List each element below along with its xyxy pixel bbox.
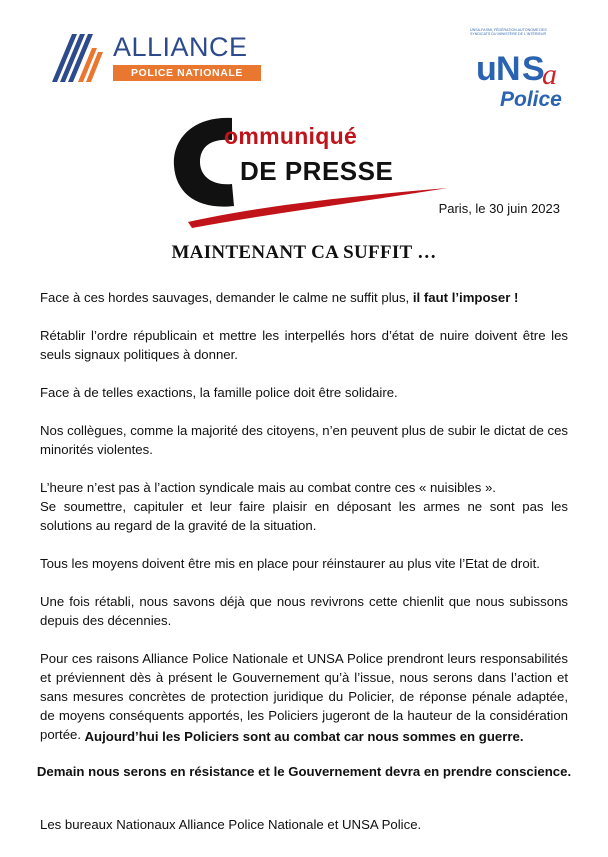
signature: Les bureaux Nationaux Alliance Police Nationale et UNSA Police.	[40, 817, 422, 832]
alliance-stripes-icon	[50, 34, 108, 82]
press-title-line2: DE PRESSE	[240, 156, 394, 186]
alliance-name: ALLIANCE	[113, 32, 248, 62]
unsa-mark-icon	[474, 40, 564, 90]
paragraph-5a: L’heure n’est pas à l’action syndicale mais au combat contre ces « nuisibles ».	[40, 480, 496, 495]
press-title-line1: ommuniqué	[224, 123, 358, 149]
paragraph-4: Nos collègues, comme la majorité des citoyens, n’en peuvent plus de subir le dictat de ces minorités violentes.	[40, 423, 568, 457]
paragraph-6: Tous les moyens doivent être mis en place pour réinstaurer au plus vite l’Etat de droit.	[40, 556, 540, 571]
headline: MAINTENANT CA SUFFIT …	[171, 242, 437, 263]
alliance-band: POLICE NATIONALE	[113, 65, 261, 81]
bold-statement-1: Aujourd’hui les Policiers sont au combat car nous sommes en guerre.	[84, 729, 524, 744]
paragraph-1-bold: il faut l’imposer !	[412, 290, 519, 305]
paragraph-1	[40, 288, 568, 307]
date-line: Paris, le 30 juin 2023	[438, 201, 560, 216]
body-text	[40, 288, 568, 744]
svg-text:u: u	[476, 50, 497, 88]
unsa-police-name: Police	[500, 88, 562, 111]
alliance-police-nationale-logo	[50, 30, 265, 85]
paragraph-5b: Se soumettre, capituler et leur faire plaisir en déposant les armes ne sont pas les solutions au regard de la gravité de la situation.	[40, 499, 568, 533]
unsa-police-logo	[470, 28, 566, 116]
paragraph-8: Pour ces raisons Alliance Police Nationale et UNSA Police prendront leurs responsabilités et préviennent dès à présent le Gouvernement qu’à l’issue, nous serons dans l’action et sans mesures concrètes de protection juridique du Policier, de réponse pénale adaptée, de moyens conséquents apportés, les Policiers jugeront de la hauteur de la considération portée.	[40, 651, 568, 742]
svg-text:N: N	[496, 50, 521, 88]
paragraph-1-text: Face à ces hordes sauvages, demander le calme ne suffit plus,	[40, 290, 413, 305]
bold-statement-2: Demain nous serons en résistance et le Gouvernement devra en prendre conscience.	[36, 764, 572, 779]
svg-text:S: S	[522, 50, 545, 88]
paragraph-3: Face à de telles exactions, la famille police doit être solidaire.	[40, 385, 398, 400]
paragraph-2: Rétablir l’ordre républicain et mettre les interpellés hors d’état de nuire doivent être les seuls signaux politiques à donner.	[40, 328, 568, 362]
paragraph-7: Une fois rétabli, nous savons déjà que nous revivrons cette chienlit que nous subissons depuis des décennies.	[40, 594, 568, 628]
svg-text:a: a	[542, 58, 557, 90]
unsa-small-text: UNSA-FASMI, FÉDÉRATION AUTONOME DES SYNDICATS DU MINISTÈRE DE L'INTÉRIEUR	[470, 28, 547, 37]
communique-de-presse-logo	[170, 110, 450, 230]
